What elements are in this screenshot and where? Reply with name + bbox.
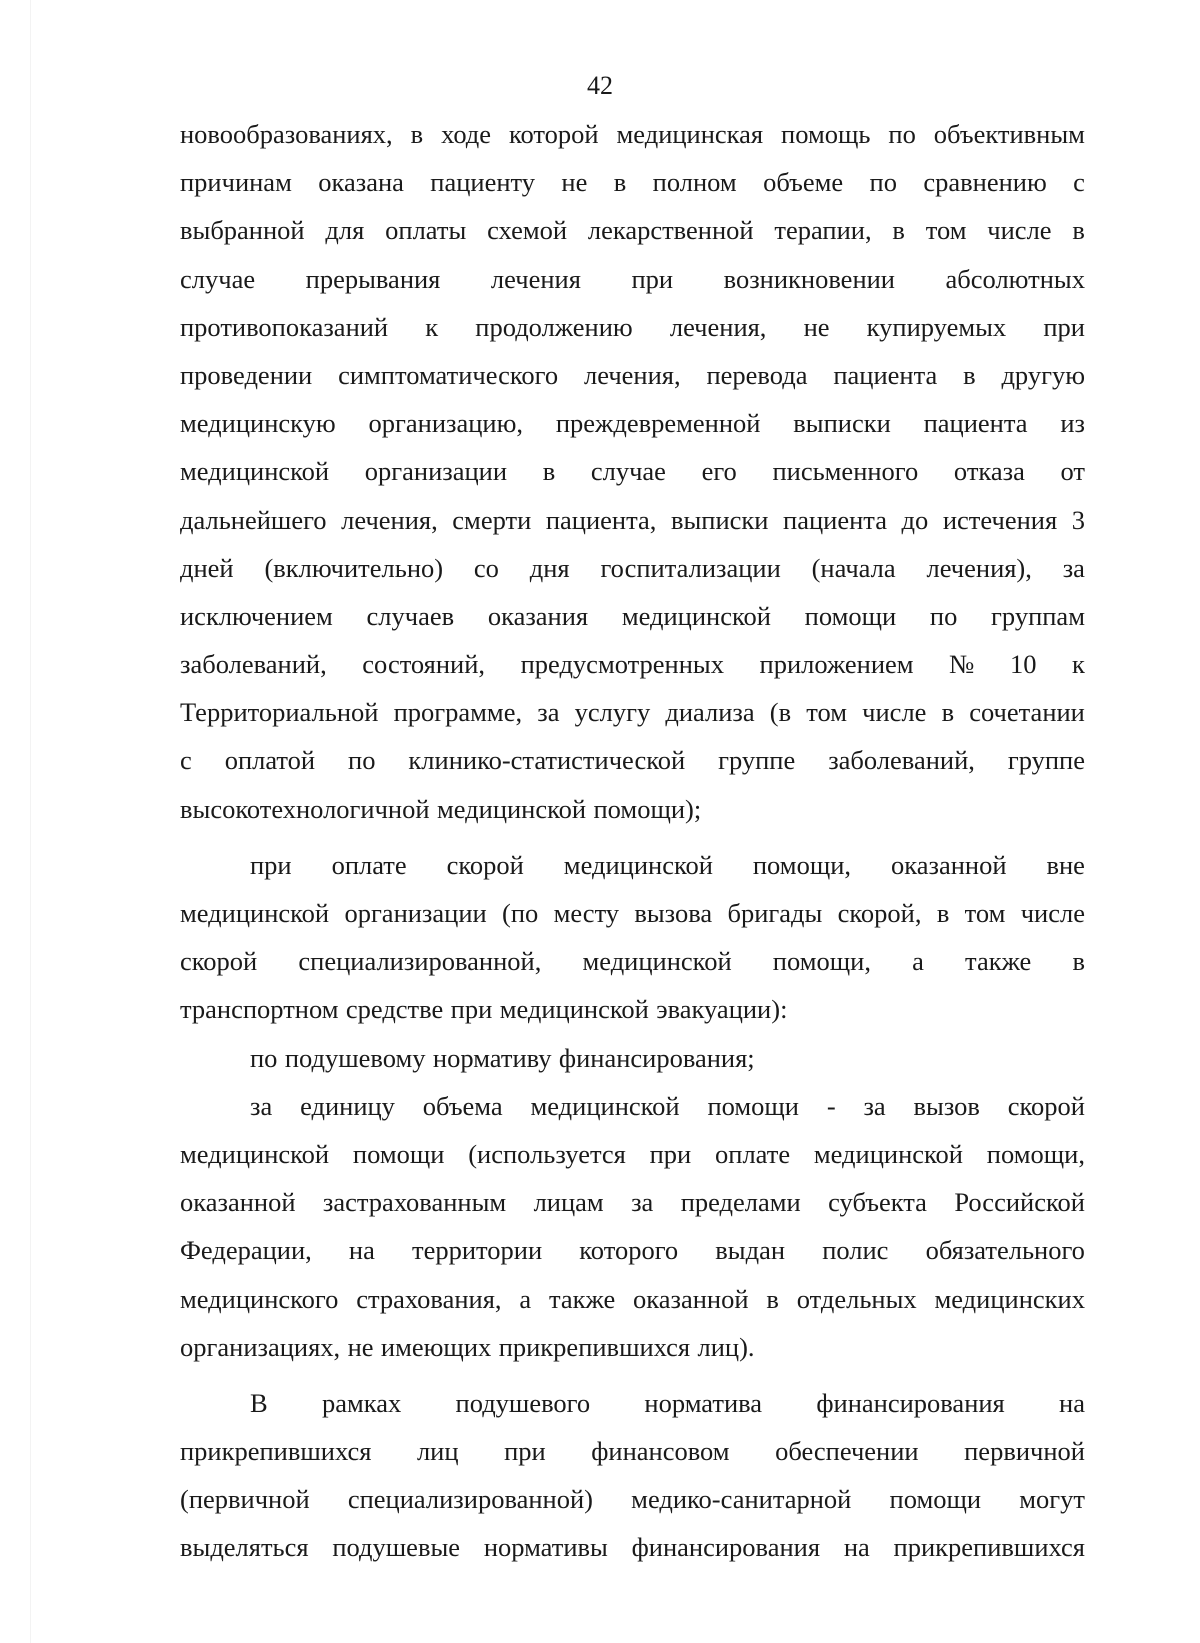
word: не — [347, 1331, 374, 1362]
word: числе — [987, 215, 1052, 246]
word: единицу — [300, 1090, 395, 1121]
word: 10 — [1009, 649, 1037, 680]
word: помощи, — [752, 849, 852, 880]
word: помощи — [352, 1138, 445, 1169]
word: в — [766, 1283, 779, 1314]
word: подушевого — [455, 1387, 591, 1418]
text-line — [180, 255, 1085, 303]
text-line — [180, 1323, 1085, 1371]
word: - — [826, 1090, 836, 1121]
word: отдельных — [796, 1283, 917, 1314]
word: (начала — [811, 552, 896, 583]
word: нормативу — [432, 1042, 552, 1073]
text-line — [180, 1523, 1085, 1571]
word: Федерации, — [180, 1235, 312, 1266]
word: в — [613, 167, 627, 198]
word: прикрепившихся — [180, 1436, 372, 1467]
text-line — [180, 544, 1085, 592]
word: за — [863, 1090, 886, 1121]
word: сравнению — [923, 167, 1047, 198]
word: помощь — [781, 119, 871, 149]
word: организацию, — [368, 408, 524, 439]
word: абсолютных — [945, 263, 1085, 294]
word: медицинской — [180, 1138, 330, 1169]
word: прерывания — [305, 263, 441, 294]
word: медицинской — [180, 456, 330, 487]
text-line — [180, 351, 1085, 399]
word: подушевому — [284, 1042, 426, 1073]
word: помощи — [889, 1484, 982, 1515]
word: не — [803, 311, 830, 342]
word: лечения, — [341, 504, 438, 535]
text-line — [180, 303, 1085, 351]
word: госпитализации — [600, 552, 781, 583]
word: на — [843, 1532, 870, 1563]
word: субъекта — [828, 1187, 927, 1218]
word: выписки — [793, 408, 891, 439]
word: истечения — [942, 504, 1058, 535]
text-line — [180, 447, 1085, 495]
text-line — [180, 1275, 1085, 1323]
word: транспортном — [180, 994, 339, 1025]
word: к — [1072, 649, 1085, 680]
word: эвакуации): — [656, 994, 788, 1025]
word: также — [548, 1283, 616, 1314]
word: лечения — [490, 263, 581, 294]
word: группе — [718, 745, 796, 776]
word: медицинских — [934, 1283, 1085, 1314]
word: медицинской — [499, 994, 649, 1025]
word: (первичной — [180, 1484, 310, 1515]
word: диализа — [665, 697, 755, 728]
word: от — [1060, 456, 1085, 487]
text-line — [180, 736, 1085, 784]
word: финансовом — [591, 1436, 730, 1467]
text-line — [180, 889, 1085, 937]
word: месту — [553, 898, 620, 928]
word: по — [929, 600, 958, 631]
page-number: 42 — [587, 71, 613, 100]
word: пределами — [680, 1187, 801, 1218]
word: специализированной) — [347, 1484, 593, 1515]
word: по — [250, 1042, 278, 1073]
word: также — [965, 946, 1032, 977]
text-line — [180, 1130, 1085, 1178]
word: обеспечении — [775, 1436, 919, 1467]
word: а — [912, 946, 924, 977]
word: заболеваний, — [828, 745, 975, 776]
text-line — [180, 937, 1085, 985]
word: симптоматического — [338, 359, 559, 390]
word: обязательного — [925, 1235, 1085, 1266]
word: возникновении — [723, 263, 895, 294]
text-line — [180, 158, 1085, 206]
word: за — [1062, 552, 1085, 583]
word: дня — [529, 552, 570, 583]
text-line — [180, 110, 1085, 158]
word: по — [348, 745, 376, 776]
word: числе — [862, 697, 927, 728]
word: могут — [1019, 1484, 1085, 1515]
text-line — [180, 1178, 1085, 1226]
word: другую — [1001, 359, 1085, 390]
word: медицинскую — [180, 408, 336, 439]
word: оплатой — [224, 745, 316, 776]
word: первичной — [964, 1436, 1085, 1467]
word: бригады — [727, 898, 823, 928]
word: лицам — [533, 1187, 604, 1218]
word: медицинской — [621, 600, 771, 631]
word: выбранной — [180, 215, 305, 246]
word: пациенту — [430, 167, 536, 198]
word: при — [450, 994, 493, 1025]
word: сочетании — [969, 697, 1085, 728]
word: высокотехнологичной — [180, 793, 430, 824]
word: числе — [1020, 898, 1085, 928]
scan-edge-line — [30, 0, 31, 1643]
word: помощи); — [593, 793, 702, 824]
word: подушевые — [332, 1532, 461, 1563]
word: группам — [991, 600, 1085, 631]
word: при — [504, 1436, 546, 1467]
word: в — [963, 359, 976, 390]
word: к — [425, 311, 439, 342]
word: купируемых — [866, 311, 1007, 342]
word: преждевременной — [555, 408, 761, 439]
text-line — [180, 1082, 1085, 1130]
word: услугу — [574, 697, 651, 728]
word: в — [941, 697, 955, 728]
word: В — [250, 1387, 268, 1418]
word: Территориальной — [180, 697, 379, 728]
word: терапии, — [774, 215, 872, 246]
word: помощи, — [772, 946, 871, 977]
word: № — [949, 649, 975, 680]
word: причинам — [180, 167, 292, 198]
word: в — [410, 119, 424, 149]
word: исключением — [180, 600, 333, 631]
word: клинико-статистической — [408, 745, 686, 776]
word: помощи — [804, 600, 897, 631]
word: нормативы — [483, 1532, 608, 1563]
word: со — [473, 552, 499, 583]
word: пациента — [923, 408, 1028, 439]
word: случае — [590, 456, 666, 487]
word: медицинской — [582, 946, 732, 977]
body-text — [180, 110, 1085, 1572]
word: при — [1043, 311, 1085, 342]
word: оказанной — [891, 849, 1007, 880]
word: в — [1072, 215, 1085, 246]
word: медицинской — [436, 793, 587, 824]
word: лекарственной — [587, 215, 754, 246]
word: проведении — [180, 359, 313, 390]
word: средстве — [345, 994, 444, 1025]
word: рамках — [321, 1387, 402, 1418]
word: случаев — [366, 600, 455, 631]
text-line — [180, 841, 1085, 889]
word: объема — [422, 1090, 503, 1121]
word: по — [869, 167, 897, 198]
word: Российской — [954, 1187, 1085, 1218]
word: оказанной — [633, 1283, 749, 1314]
word: том — [925, 215, 967, 246]
text-line — [180, 206, 1085, 254]
word: (по — [502, 898, 539, 928]
word: 3 — [1071, 504, 1085, 535]
word: случае — [180, 263, 256, 294]
word: финансирования — [631, 1532, 821, 1563]
word: в — [936, 898, 950, 928]
word: дней — [180, 552, 234, 583]
word: (используется — [468, 1138, 626, 1169]
word: страхования, — [356, 1283, 502, 1314]
word: выделяться — [180, 1532, 309, 1563]
word: на — [1059, 1387, 1085, 1418]
word: организации — [344, 898, 487, 928]
word: ходе — [441, 119, 492, 149]
word: (включительно) — [264, 552, 444, 583]
word: для — [325, 215, 365, 246]
word: скорой — [446, 849, 524, 880]
word: медико-санитарной — [631, 1484, 852, 1515]
text-line — [180, 688, 1085, 736]
word: лечения, — [669, 311, 767, 342]
word: по — [888, 119, 916, 149]
word: лечения), — [926, 552, 1032, 583]
word: из — [1060, 408, 1085, 439]
word: скорой, — [837, 898, 922, 928]
word: оплате — [715, 1138, 791, 1169]
word: медицинская — [616, 119, 764, 149]
word: объеме — [763, 167, 844, 198]
word: приложением — [759, 649, 914, 680]
word: норматива — [644, 1387, 763, 1418]
word: перевода — [706, 359, 808, 390]
word: помощи — [707, 1090, 799, 1121]
word: оказанной — [180, 1187, 296, 1218]
word: объективным — [933, 119, 1085, 149]
word: финансирования — [816, 1387, 1005, 1418]
word: вызова — [634, 898, 713, 928]
word: лечения, — [584, 359, 681, 390]
word: скорой — [1007, 1090, 1085, 1121]
word: в — [892, 215, 905, 246]
text-line — [180, 1427, 1085, 1475]
word: финансирования; — [558, 1042, 755, 1073]
text-line — [180, 399, 1085, 447]
word: за — [250, 1090, 273, 1121]
word: медицинской — [180, 898, 330, 928]
word: предусмотренных — [520, 649, 724, 680]
word: с — [180, 745, 192, 776]
word: программе, — [393, 697, 523, 728]
word: оплаты — [385, 215, 467, 246]
word: при — [649, 1138, 692, 1169]
word: заболеваний, — [180, 649, 327, 680]
word: схемой — [487, 215, 568, 246]
text-line — [180, 640, 1085, 688]
word: состояний, — [362, 649, 486, 680]
text-line — [180, 1034, 1085, 1082]
word: оказания — [487, 600, 589, 631]
word: пациента — [783, 504, 887, 535]
word: при — [631, 263, 674, 294]
word: пациента, — [545, 504, 657, 535]
word: медицинской — [563, 849, 713, 880]
word: его — [701, 456, 737, 487]
word: прикрепившихся — [893, 1532, 1085, 1563]
word: за — [537, 697, 560, 728]
word: не — [561, 167, 588, 198]
word: вне — [1046, 849, 1085, 880]
word: дальнейшего — [180, 504, 327, 535]
word: полном — [652, 167, 737, 198]
word: которой — [509, 119, 599, 149]
word: лиц — [416, 1436, 459, 1467]
word: медицинской — [530, 1090, 680, 1121]
word: за — [631, 1187, 654, 1218]
text-line — [180, 1475, 1085, 1523]
word: противопоказаний — [180, 311, 389, 342]
word: а — [519, 1283, 532, 1314]
word: продолжению — [475, 311, 633, 342]
word: смерти — [452, 504, 532, 535]
word: группе — [1007, 745, 1085, 776]
word: с — [1073, 167, 1085, 198]
text-line — [180, 1226, 1085, 1274]
word: имеющих — [380, 1331, 492, 1362]
text-line — [180, 785, 1085, 833]
word: полис — [822, 1235, 889, 1266]
word: до — [901, 504, 929, 535]
word: при — [250, 849, 292, 880]
text-line — [180, 1379, 1085, 1427]
word: лиц). — [697, 1331, 755, 1362]
word: (в — [769, 697, 792, 728]
word: которого — [579, 1235, 679, 1266]
word: территории — [412, 1235, 543, 1266]
text-line — [180, 985, 1085, 1033]
text-line — [180, 496, 1085, 544]
word: выдан — [715, 1235, 786, 1266]
word: вызов — [913, 1090, 980, 1121]
text-line — [180, 592, 1085, 640]
word: новообразованиях, — [180, 119, 393, 149]
word: том — [964, 898, 1006, 928]
word: отказа — [953, 456, 1025, 487]
word: застрахованным — [322, 1187, 507, 1218]
word: специализированной, — [298, 946, 542, 977]
word: выписки — [670, 504, 769, 535]
word: медицинской — [813, 1138, 963, 1169]
word: оплате — [331, 849, 407, 880]
word: том — [806, 697, 848, 728]
word: прикрепившихся — [498, 1331, 691, 1362]
word: письменного — [772, 456, 919, 487]
word: в — [542, 456, 556, 487]
word: на — [348, 1235, 375, 1266]
word: в — [1072, 946, 1085, 977]
word: оказана — [318, 167, 404, 198]
word: пациента — [833, 359, 938, 390]
word: организациях, — [180, 1331, 341, 1362]
word: скорой — [180, 946, 258, 977]
word: помощи, — [986, 1138, 1085, 1169]
word: медицинского — [180, 1283, 339, 1314]
word: организации — [364, 456, 508, 487]
